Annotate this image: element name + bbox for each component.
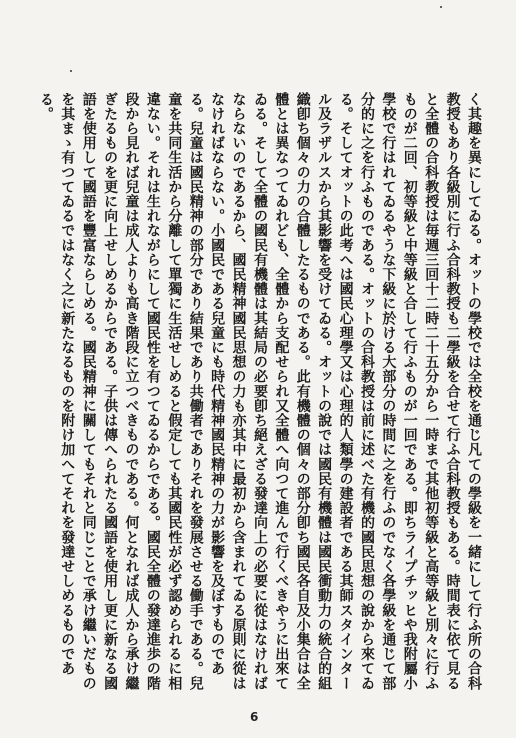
paper-speck — [70, 70, 72, 72]
paragraph: く其趣を異にしてゐる。オットの學校では全校を通じ凡ての學級を一緒にして行ふ所の合科教授もあり各級別に行ふ合科教授も二學級を合せて行ふ合科教授もある。時間表に依て見ると全體の合科教授は毎週三回十二時二十五分から一時まで其他初等級と高等級と別々に行ふものが二回、初等級と中等級と合して行ふものが一回である。即ちライプチッヒや我附屬小學校で行はれてゐるやうな下級に於ける大部分の時間に之を行ふのでなく各學級を通じて部分的に之を行ふものである。オットの合科教授は前に述べた有機的國民思想の說から來てゐる。そしてオットの此考へは國民心理學又は心理的人類學の建設者である其師スタインタール及ラザルスから其影響を受けてゐる。オットの說では國民有機體は國民衝動力の統合的組織卽ち個々の力の合體したるものである。此有機體の個々の部分卽ち國民各自及小集合は全體とは異なつてゐれども、全體から支配せられ又全體へ向つて進んで行くべきやうに出來てゐる。そして全體の國民有機體は其結局の必要卽ち絕えざる發達向上の必要に從はなければならないのであるから、國民精神國民思想の力も亦其中に最初から含まれてゐる原則に從はなければならない。小國民である兒童にも時代精神國民精神の力が影響を及ぼすものである。兒童は國民精神の部分であり結果であり共働者でありそれを發展させる働手である。兒童を共同生活から分離して單獨に生活せしめると假定しても其國民性が必ず認められるに相違ない。それは生れながらにして國民性を有つてゐるからである。國民全體の發達進歩の階段から見れば兒童は成人よりも高き階段に立つべきものである。何となれば成人から承け繼ぎたるものを更に向上せしめるからである。子供は傳へられたる國語を使用し更に新なる國語を使用して國語を豐富ならしめる。國民精神に關してもそれと同じことで承け繼いだものを其まゝ有つてゐるではなく之に新たなるものを附け加へてそれを發達せしめるものである。 — [38, 92, 482, 691]
body-text — [38, 92, 484, 702]
paper-speck — [440, 6, 442, 8]
page-number: 6 — [250, 710, 259, 724]
